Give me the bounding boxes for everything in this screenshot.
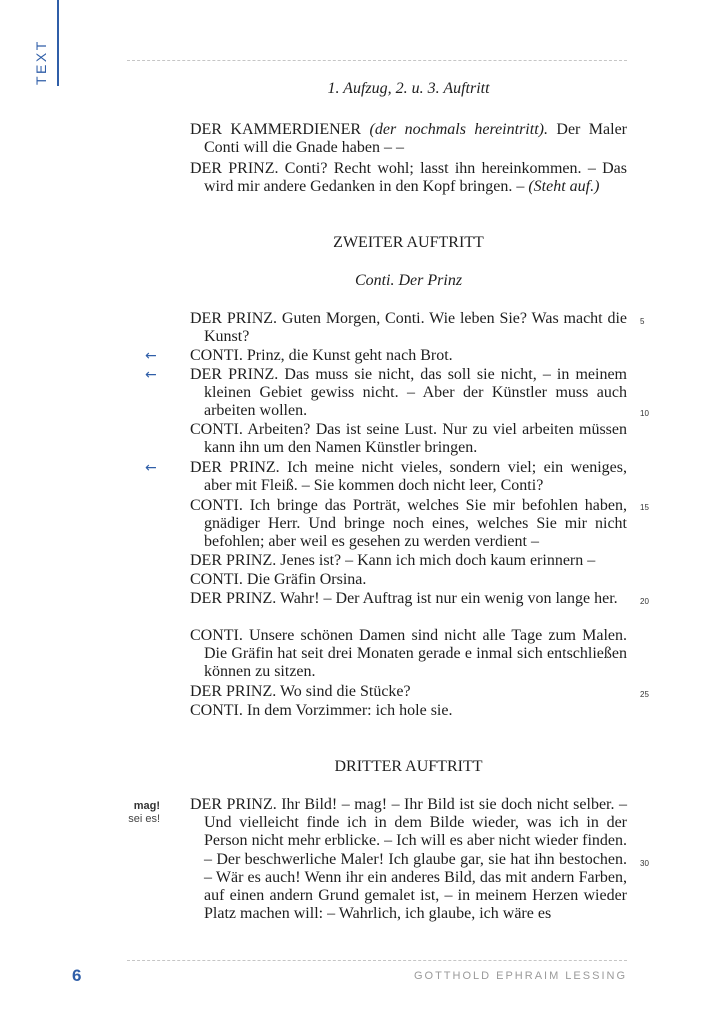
speech-text: Arbeiten? Das ist seine Lust. Nur zu viel arbeiten müssen kann ihn um den Namen Künstler bringen. — [204, 421, 627, 457]
speech-text: Wo sind die Stücke? — [276, 683, 411, 700]
speaker: DER PRINZ. — [190, 683, 277, 700]
stage-direction: (der nochmals hereintritt). — [369, 121, 548, 138]
line-number: 25 — [640, 690, 649, 699]
speech-text: In dem Vorzimmer: ich hole sie. — [242, 702, 453, 719]
speaker: CONTI. — [190, 571, 243, 588]
speaker: CONTI. — [190, 497, 243, 514]
line-number: 5 — [640, 317, 645, 326]
speech-text: Die Gräfin Orsina. — [242, 571, 367, 588]
section-label: TEXT — [33, 39, 49, 85]
gloss-term: mag! — [133, 800, 160, 812]
margin-arrow-icon: ← — [145, 460, 157, 476]
speaker: DER PRINZ. — [190, 366, 279, 383]
running-header: 1. Aufzug, 2. u. 3. Auftritt — [327, 80, 490, 97]
speaker: DER PRINZ. — [190, 310, 278, 327]
speech-text: Conti? Recht wohl; lasst ihn hereinkommen. – Das wird mir andere Gedanken in den Kopf bringen. – — [204, 160, 627, 196]
speech-text: Das muss sie nicht, das soll sie nicht, – in meinem kleinen Gebiet gewiss nicht. – Aber der Künstler muss auch arbeiten wollen. — [204, 366, 627, 420]
speech-line — [190, 552, 627, 570]
speech-text: Ich bringe das Porträt, welches Sie mir befohlen haben, gnädiger Herr. Und bringe noch eines, welches Sie mir nicht befohlen; aber weil es gesehen zu werden verdient – — [204, 497, 627, 551]
line-number: 15 — [640, 503, 649, 512]
speech-text: Jenes ist? – Kann ich mich doch kaum erinnern – — [276, 552, 596, 569]
speaker: CONTI. — [190, 421, 243, 438]
scene-title: DRITTER AUFTRITT — [334, 758, 483, 775]
speech-line — [190, 796, 627, 923]
speaker: DER PRINZ. — [190, 459, 280, 476]
speech-line — [190, 347, 627, 365]
speech-text: Guten Morgen, Conti. Wie leben Sie? Was macht die Kunst? — [204, 310, 627, 346]
speaker: DER KAMMERDIENER — [190, 121, 362, 138]
scene-persons: Conti. Der Prinz — [354, 272, 463, 289]
speaker: CONTI. — [190, 702, 243, 719]
speech-text: Wahr! – Der Auftrag ist nur ein wenig von lange her. — [276, 590, 618, 607]
speech-line — [190, 683, 627, 701]
top-divider — [127, 60, 627, 61]
speech-text: Der Maler Conti will die Gnade haben – – — [204, 121, 627, 157]
speech-kammerdiener — [190, 121, 627, 157]
scene-title: ZWEITER AUFTRITT — [333, 234, 484, 251]
speech-text: Ich meine nicht vieles, sondern viel; ein weniges, aber mit Fleiß. – Sie kommen doch nicht leer, Conti? — [204, 459, 627, 495]
speech-line — [190, 571, 627, 589]
speech-line — [190, 497, 627, 552]
margin-arrow-icon: ← — [145, 367, 157, 383]
speaker: CONTI. — [190, 627, 243, 644]
speaker: DER PRINZ. — [190, 160, 279, 177]
speech-line — [190, 627, 627, 682]
speaker: DER PRINZ. — [190, 796, 277, 813]
speech-line — [190, 421, 627, 457]
speech-line — [190, 310, 627, 346]
footer-author: GOTTHOLD EPHRAIM LESSING — [413, 970, 627, 982]
speech-line — [190, 459, 627, 495]
margin-arrow-icon: ← — [145, 348, 157, 364]
speech-line — [190, 702, 627, 720]
gloss-meaning: sei es! — [128, 813, 160, 825]
line-number: 20 — [640, 597, 649, 606]
speech-text: Ihr Bild! – mag! – Ihr Bild ist sie doch nicht selber. – Und vielleicht finde ich in dem Bilde wieder, was ich in der Person nicht mehr erblicke. – Ich will es aber nicht wieder finden. – Der beschwerliche Maler! Ich glaube gar, sie hat ihn bestochen. – Wär es auch! Wenn ihr ein anderes Bild, das mit andern Farben, auf einen andern Grund gemalet ist, – in meinem Herzen wieder Platz machen will: – Wahrlich, ich glaube, ich wäre es — [204, 796, 627, 923]
line-number: 30 — [640, 859, 649, 868]
stage-direction: (Steht auf.) — [528, 178, 600, 196]
speech-text: Prinz, die Kunst geht nach Brot. — [242, 347, 453, 364]
speech-prinz — [190, 160, 627, 196]
speaker: DER PRINZ. — [190, 552, 277, 569]
page-number: 6 — [72, 966, 82, 985]
speaker: DER PRINZ. — [190, 590, 277, 607]
margin-gloss — [105, 800, 160, 826]
speaker: CONTI. — [190, 347, 243, 364]
speech-text: Unsere schönen Damen sind nicht alle Tage zum Malen. Die Gräfin hat seit drei Monaten gerade e inmal sich entschließen können zu sitzen. — [204, 627, 627, 681]
line-number: 10 — [640, 409, 649, 418]
speech-line — [190, 590, 627, 608]
speech-line — [190, 366, 627, 421]
bottom-divider — [127, 960, 627, 961]
